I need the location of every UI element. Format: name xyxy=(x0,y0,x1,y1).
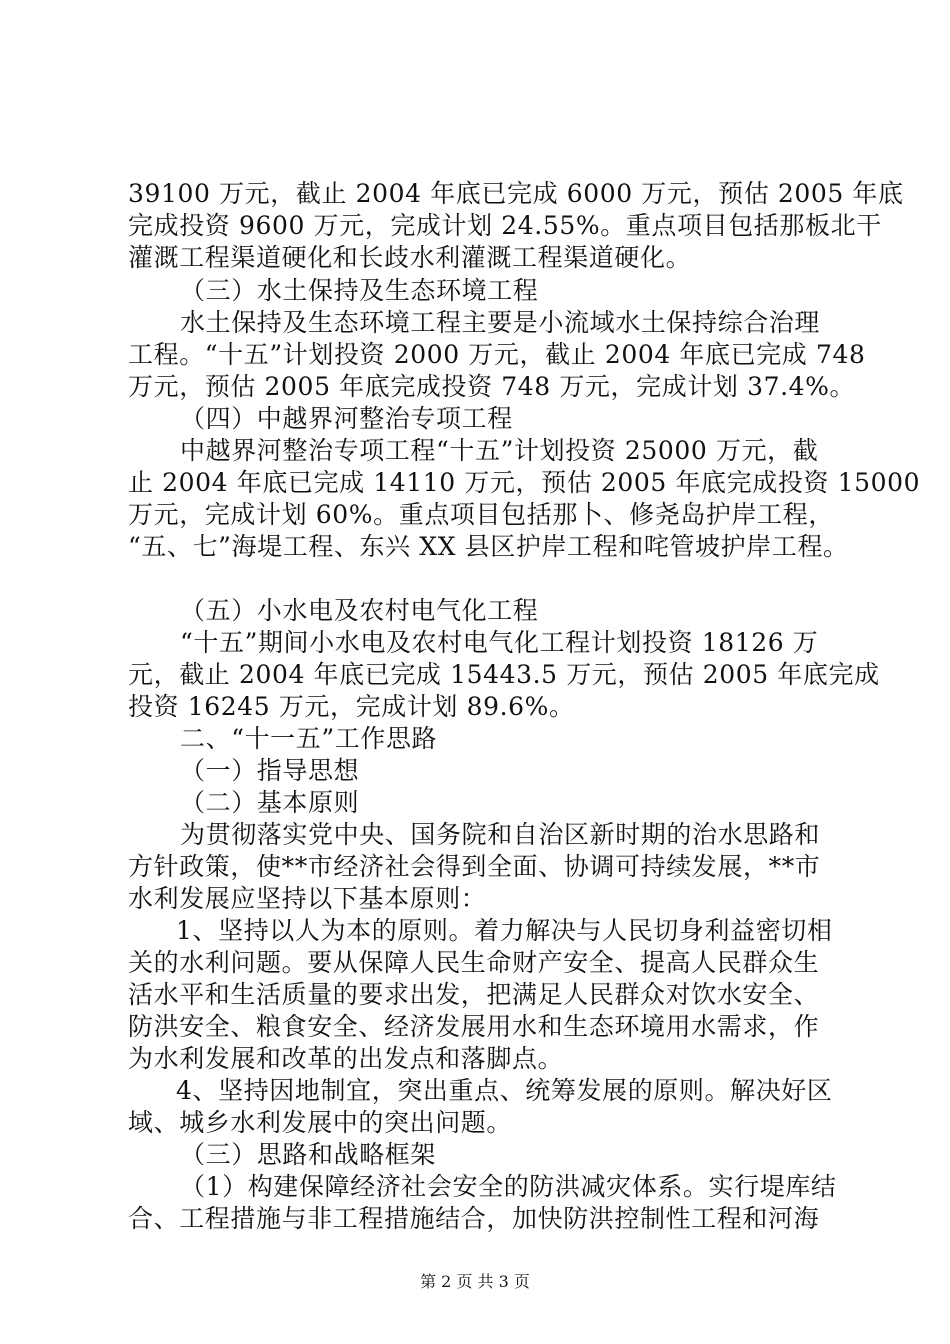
text-line: 4、坚持因地制宜，突出重点、统筹发展的原则。解决好区 xyxy=(176,1076,833,1105)
text-line: 关的水利问题。要从保障人民生命财产安全、提高人民群众生 xyxy=(128,948,820,977)
text-line: 元，截止 2004 年底已完成 15443.5 万元，预估 2005 年底完成 xyxy=(128,660,880,689)
section-heading: （四）中越界河整治专项工程 xyxy=(180,404,513,433)
text-line: 1、坚持以人为本的原则。着力解决与人民切身利益密切相 xyxy=(176,916,833,945)
section-heading: （五）小水电及农村电气化工程 xyxy=(180,596,539,625)
text-line: 止 2004 年底已完成 14110 万元，预估 2005 年底完成投资 15000 xyxy=(128,468,921,497)
text-line: “五、七”海堤工程、东兴 XX 县区护岸工程和咤管坡护岸工程。 xyxy=(128,532,849,561)
text-line: 工程。“十五”计划投资 2000 万元，截止 2004 年底已完成 748 xyxy=(128,340,866,369)
text-line: 完成投资 9600 万元，完成计划 24.55%。重点项目包括那板北干 xyxy=(128,211,882,240)
text-line: 投资 16245 万元，完成计划 89.6%。 xyxy=(128,692,575,721)
section-heading: （三）思路和战略框架 xyxy=(180,1140,437,1169)
text-line: 为贯彻落实党中央、国务院和自治区新时期的治水思路和 xyxy=(180,820,821,849)
text-line: 水利发展应坚持以下基本原则： xyxy=(128,884,487,913)
text-line: （1）构建保障经济社会安全的防洪减灾体系。实行堤库结 xyxy=(180,1172,837,1201)
section-heading: （三）水土保持及生态环境工程 xyxy=(180,276,539,305)
section-heading: 二、“十一五”工作思路 xyxy=(180,724,438,753)
text-line: 万元，完成计划 60%。重点项目包括那卜、修尧岛护岸工程， xyxy=(128,500,834,529)
text-line: 灌溉工程渠道硬化和长歧水利灌溉工程渠道硬化。 xyxy=(128,243,692,272)
section-heading: （一）指导思想 xyxy=(180,756,360,785)
section-heading: （二）基本原则 xyxy=(180,788,360,817)
text-line: 万元，预估 2005 年底完成投资 748 万元，完成计划 37.4%。 xyxy=(128,372,856,401)
text-line: 39100 万元，截止 2004 年底已完成 6000 万元，预估 2005 年底 xyxy=(128,179,904,208)
text-line: 活水平和生活质量的要求出发，把满足人民群众对饮水安全、 xyxy=(128,980,820,1009)
text-line: 防洪安全、粮食安全、经济发展用水和生态环境用水需求，作 xyxy=(128,1012,820,1041)
text-line: “十五”期间小水电及农村电气化工程计划投资 18126 万 xyxy=(180,628,819,657)
page-footer: 第 2 页 共 3 页 xyxy=(420,1272,530,1291)
text-line: 中越界河整治专项工程“十五”计划投资 25000 万元，截 xyxy=(180,436,819,465)
text-line: 方针政策，使**市经济社会得到全面、协调可持续发展，**市 xyxy=(128,852,821,881)
text-line: 域、城乡水利发展中的突出问题。 xyxy=(128,1108,513,1137)
text-line: 合、工程措施与非工程措施结合，加快防洪控制性工程和河海 xyxy=(128,1204,820,1233)
text-line: 为水利发展和改革的出发点和落脚点。 xyxy=(128,1044,564,1073)
text-line: 水土保持及生态环境工程主要是小流域水土保持综合治理 xyxy=(180,308,821,337)
